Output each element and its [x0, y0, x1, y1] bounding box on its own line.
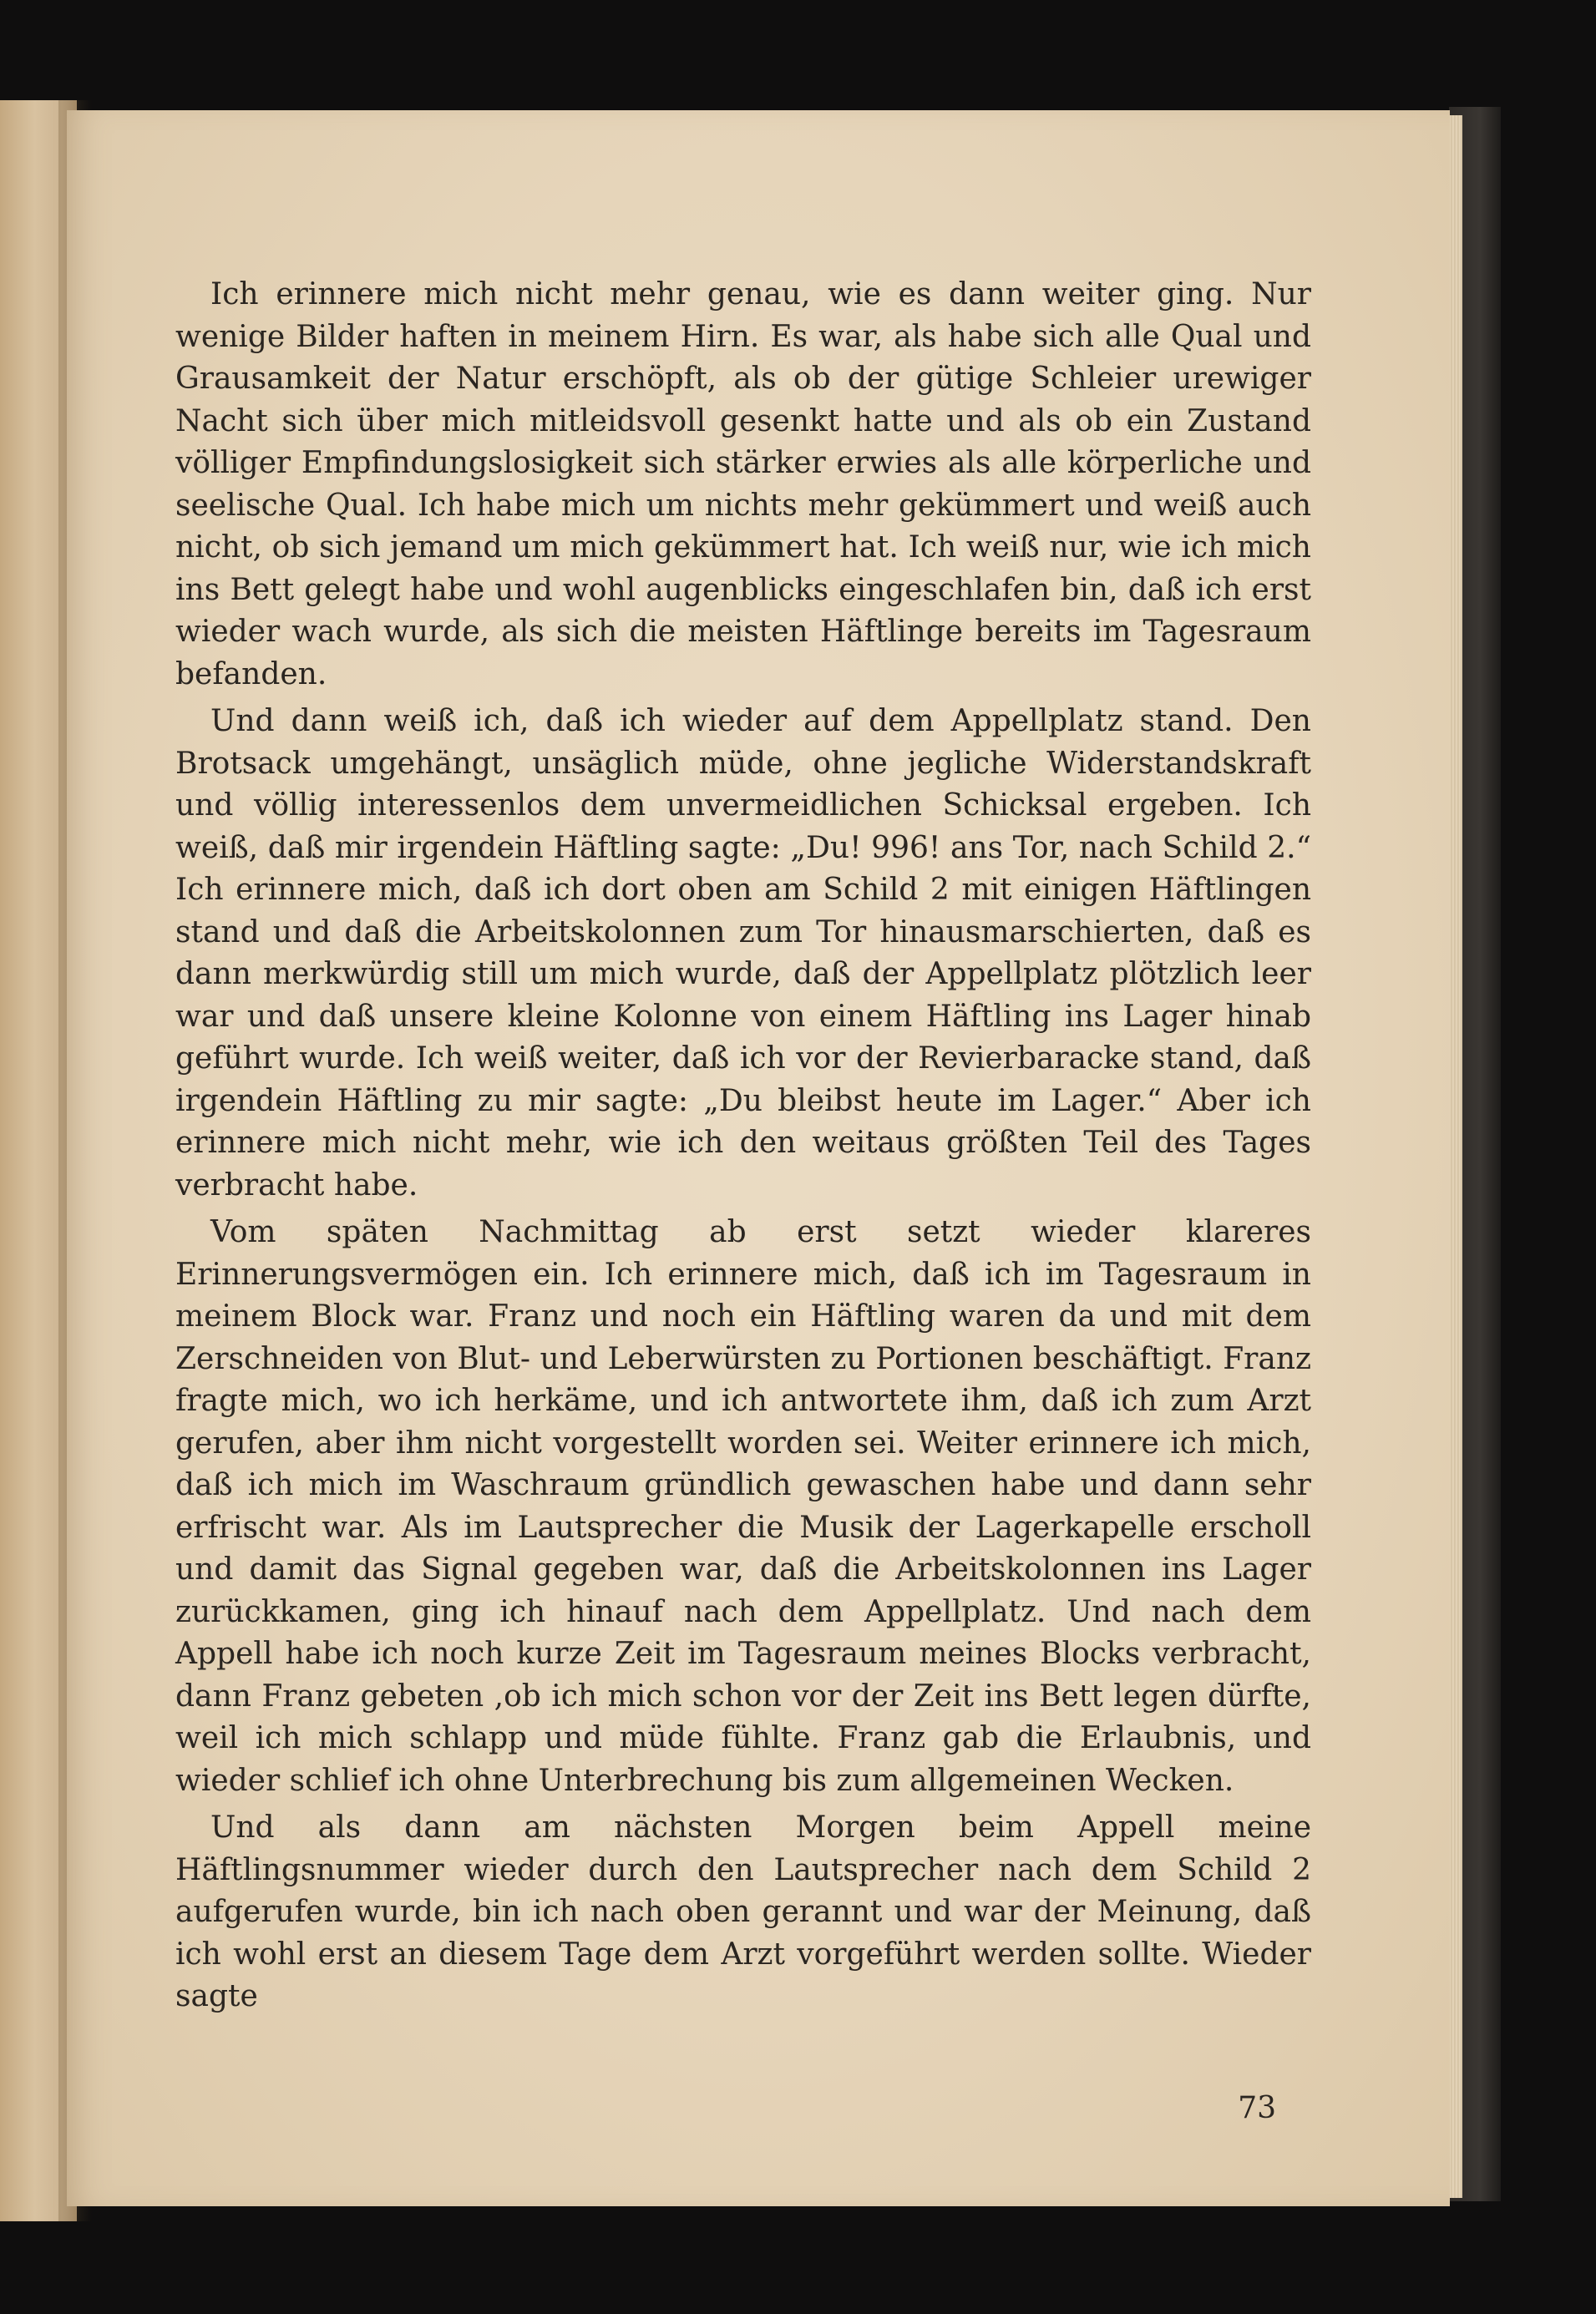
- paragraph-4: Und als dann am nächsten Morgen beim Appell meine Häftlingsnummer wieder durch den Lautsprecher nach dem Schild 2 aufgerufen wurde, bin ich nach oben gerannt und war der Meinung, daß ich wohl erst an diesem Tage dem Arzt vorgeführt werden sollte. Wieder sagte: [175, 1810, 1311, 2013]
- page-number: 73: [1238, 2091, 1276, 2125]
- paragraph-1: Ich erinnere mich nicht mehr genau, wie es dann weiter ging. Nur wenige Bilder haften in meinem Hirn. Es war, als habe sich alle Qual und Grausamkeit der Natur erschöpft, als ob der gütige Schleier urewiger Nacht sich über mich mitleidsvoll gesenkt hatte und als ob ein Zustand völliger Empfindungslosigkeit sich stärker erwies als alle körperliche und seelische Qual. Ich habe mich um nichts mehr gekümmert und weiß auch nicht, ob sich jemand um mich gekümmert hat. Ich weiß nur, wie ich mich ins Bett gelegt habe und wohl augenblicks eingeschlafen bin, daß ich erst wieder wach wurde, als sich die meisten Häftlinge bereits im Tagesraum befanden.: [175, 277, 1311, 691]
- book-page: [67, 110, 1450, 2206]
- body-text: [175, 274, 1311, 2023]
- paragraph-2: Und dann weiß ich, daß ich wieder auf dem Appellplatz stand. Den Brotsack umgehängt, unsäglich müde, ohne jegliche Widerstandskraft und völlig interessenlos dem unvermeidlichen Schicksal ergeben. Ich weiß, daß mir irgendein Häftling sagte: „Du! 996! ans Tor, nach Schild 2.“ Ich erinnere mich, daß ich dort oben am Schild 2 mit einigen Häftlingen stand und daß die Arbeitskolonnen zum Tor hinausmarschierten, daß es dann merkwürdig still um mich wurde, daß der Appellplatz plötzlich leer war und daß unsere kleine Kolonne von einem Häftling ins Lager hinab geführt wurde. Ich weiß weiter, daß ich vor der Revierbaracke stand, daß irgendein Häftling zu mir sagte: „Du bleibst heute im Lager.“ Aber ich erinnere mich nicht mehr, wie ich den weitaus größten Teil des Tages verbracht habe.: [175, 704, 1311, 1203]
- paragraph-3: Vom späten Nachmittag ab erst setzt wieder klareres Erinnerungsvermögen ein. Ich erinnere mich, daß ich im Tagesraum in meinem Block war. Franz und noch ein Häftling waren da und mit dem Zerschneiden von Blut- und Leberwürsten zu Portionen beschäftigt. Franz fragte mich, wo ich herkäme, und ich antwortete ihm, daß ich zum Arzt gerufen, aber ihm nicht vorgestellt worden sei. Weiter erinnere ich mich, daß ich mich im Waschraum gründlich gewaschen habe und dann sehr erfrischt war. Als im Lautsprecher die Musik der Lagerkapelle erscholl und damit das Signal gegeben war, daß die Arbeitskolonnen ins Lager zurückkamen, ging ich hinauf nach dem Appellplatz. Und nach dem Appell habe ich noch kurze Zeit im Tagesraum meines Blocks verbracht, dann Franz gebeten ,ob ich mich schon vor der Zeit ins Bett legen dürfte, weil ich mich schlapp und müde fühlte. Franz gab die Erlaubnis, und wieder schlief ich ohne Unterbrechung bis zum allgemeinen Wecken.: [175, 1215, 1311, 1798]
